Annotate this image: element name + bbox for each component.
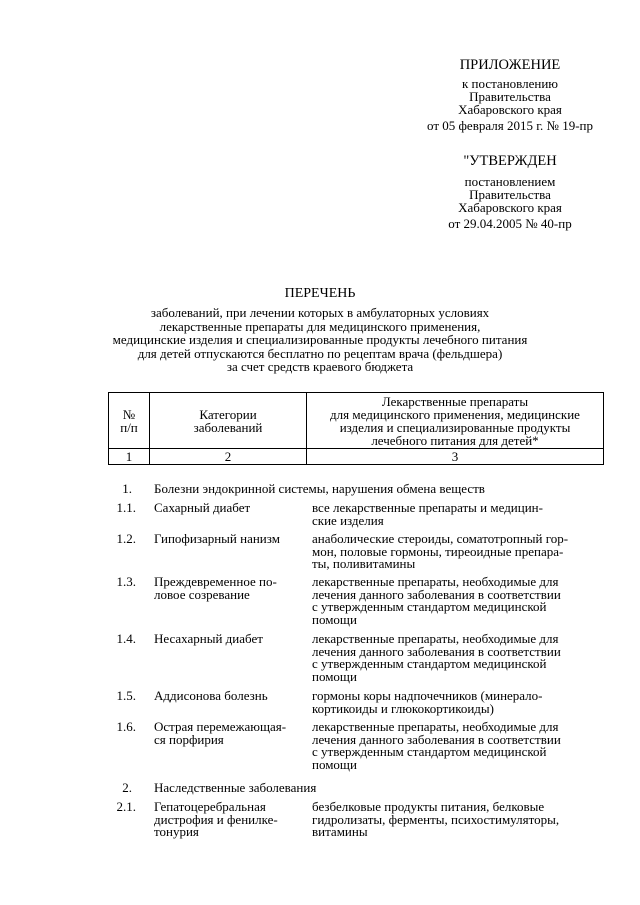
header-drugs: Лекарственные препараты для медицинского применения, медицинские изделия и специализированные продукты лечебного питания для детей* [307, 393, 604, 449]
approved-line: Правительства [469, 187, 551, 202]
appendix-title: ПРИЛОЖЕНИЕ [459, 57, 561, 73]
row-drugs: все лекарственные препараты и медицин- ские изделия [312, 500, 543, 528]
header-col-index: 2 [150, 449, 307, 465]
subtitle-line: медицинские изделия и специализированные продукты лечебного питания [112, 332, 528, 347]
row-drugs: лекарственные препараты, необходимые для лечения данного заболевания в соответствии с утвержденным стандартом медицинской помощи [312, 574, 561, 628]
subtitle-line: для детей отпускаются бесплатно по рецептам врача (фельдшера) [137, 345, 503, 361]
approved-title: "УТВЕРЖДЕН [463, 153, 557, 169]
document-title: ПЕРЕЧЕНЬ [284, 286, 356, 301]
section-title: Наследственные заболевания [154, 780, 317, 795]
approved-date: от 29.04.2005 № 40-пр [448, 216, 572, 231]
row-category: Несахарный диабет [154, 631, 263, 646]
row-category: Преждевременное по- ловое созревание [154, 574, 277, 602]
subtitle-line: заболеваний, при лечении которых в амбулаторных условиях [150, 305, 490, 320]
subtitle-line: за счет средств краевого бюджета [226, 359, 414, 374]
section-number: 2. [122, 780, 132, 795]
row-number: 1.1. [116, 500, 136, 515]
table-header [108, 392, 604, 465]
header-col-index: 1 [109, 449, 150, 465]
row-number: 1.6. [116, 719, 136, 734]
row-number: 1.5. [116, 688, 136, 703]
appendix-line: Правительства [469, 89, 551, 104]
row-category: Острая перемежающая- ся порфирия [154, 719, 287, 747]
row-category: Гипофизарный нанизм [154, 531, 280, 546]
header-col-index: 3 [307, 449, 604, 465]
row-drugs: анаболические стероиды, соматотропный гор- мон, половые гормоны, тиреоидные препара- ты, поливитамины [312, 531, 569, 572]
approved-line: Хабаровского края [458, 200, 562, 215]
appendix-block [395, 57, 625, 132]
appendix-date: от 05 февраля 2015 г. № 19-пр [427, 118, 593, 133]
row-drugs: лекарственные препараты, необходимые для лечения данного заболевания в соответствии с утвержденным стандартом медицинской помощи [312, 719, 561, 773]
row-category: Гепатоцеребральная дистрофия и фенилке- тонурия [154, 799, 278, 840]
appendix-line: Хабаровского края [458, 102, 562, 117]
row-category: Сахарный диабет [154, 500, 251, 515]
subtitle-line: лекарственные препараты для медицинского применения, [159, 318, 481, 334]
section-title: Болезни эндокринной системы, нарушения обмена веществ [154, 481, 485, 496]
section-number: 1. [122, 481, 132, 496]
row-number: 1.3. [116, 574, 136, 589]
row-drugs: безбелковые продукты питания, белковые гидролизаты, ферменты, психостимуляторы, витамины [312, 799, 560, 840]
appendix-line: к постановлению [461, 76, 559, 91]
row-number: 2.1. [116, 799, 136, 814]
row-drugs: лекарственные препараты, необходимые для лечения данного заболевания в соответствии с утвержденным стандартом медицинской помощи [312, 631, 561, 685]
row-number: 1.2. [116, 531, 136, 546]
header-number: № п/п [109, 393, 150, 449]
row-drugs: гормоны коры надпочечников (минерало- кортикоиды и глюкокортикоиды) [312, 688, 543, 716]
header-category: Категории заболеваний [150, 393, 307, 449]
approved-block [395, 153, 625, 230]
document-subtitle [100, 306, 540, 374]
approved-line: постановлением [464, 174, 556, 189]
row-number: 1.4. [116, 631, 136, 646]
row-category: Аддисонова болезнь [154, 688, 268, 703]
